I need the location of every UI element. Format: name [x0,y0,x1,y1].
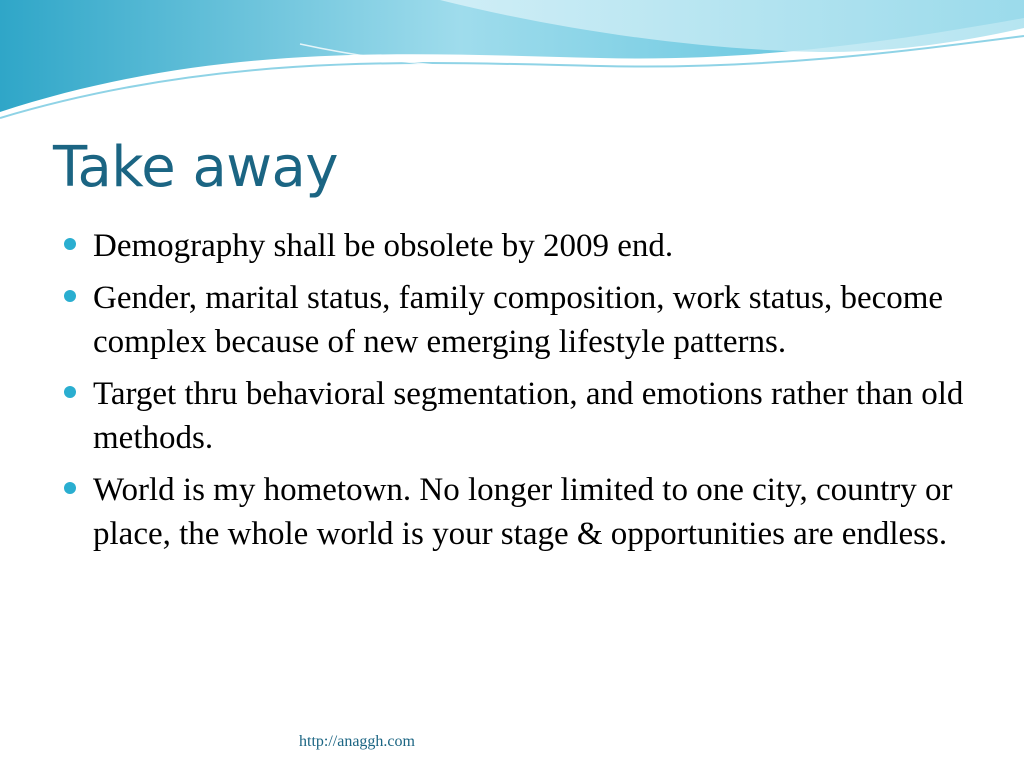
wave-header-decoration [0,0,1024,130]
bullet-list [64,224,969,564]
bullet-item [64,276,969,364]
bullet-item [64,372,969,460]
bullet-dot-icon [64,482,76,494]
slide-title: Take away [53,135,339,200]
bullet-text: World is my hometown. No longer limited to one city, country or place, the whole world is your stage & opportunities are endless. [93,472,953,552]
bullet-item [64,468,969,556]
bullet-text: Target thru behavioral segmentation, and emotions rather than old methods. [93,376,964,456]
bullet-text: Gender, marital status, family composition, work status, become complex because of new emerging lifestyle patterns. [93,280,944,360]
bullet-dot-icon [64,238,76,250]
bullet-text: Demography shall be obsolete by 2009 end. [93,228,674,264]
bullet-item [64,224,969,268]
footer-link[interactable]: http://anaggh.com [299,733,415,750]
bullet-dot-icon [64,386,76,398]
bullet-dot-icon [64,290,76,302]
